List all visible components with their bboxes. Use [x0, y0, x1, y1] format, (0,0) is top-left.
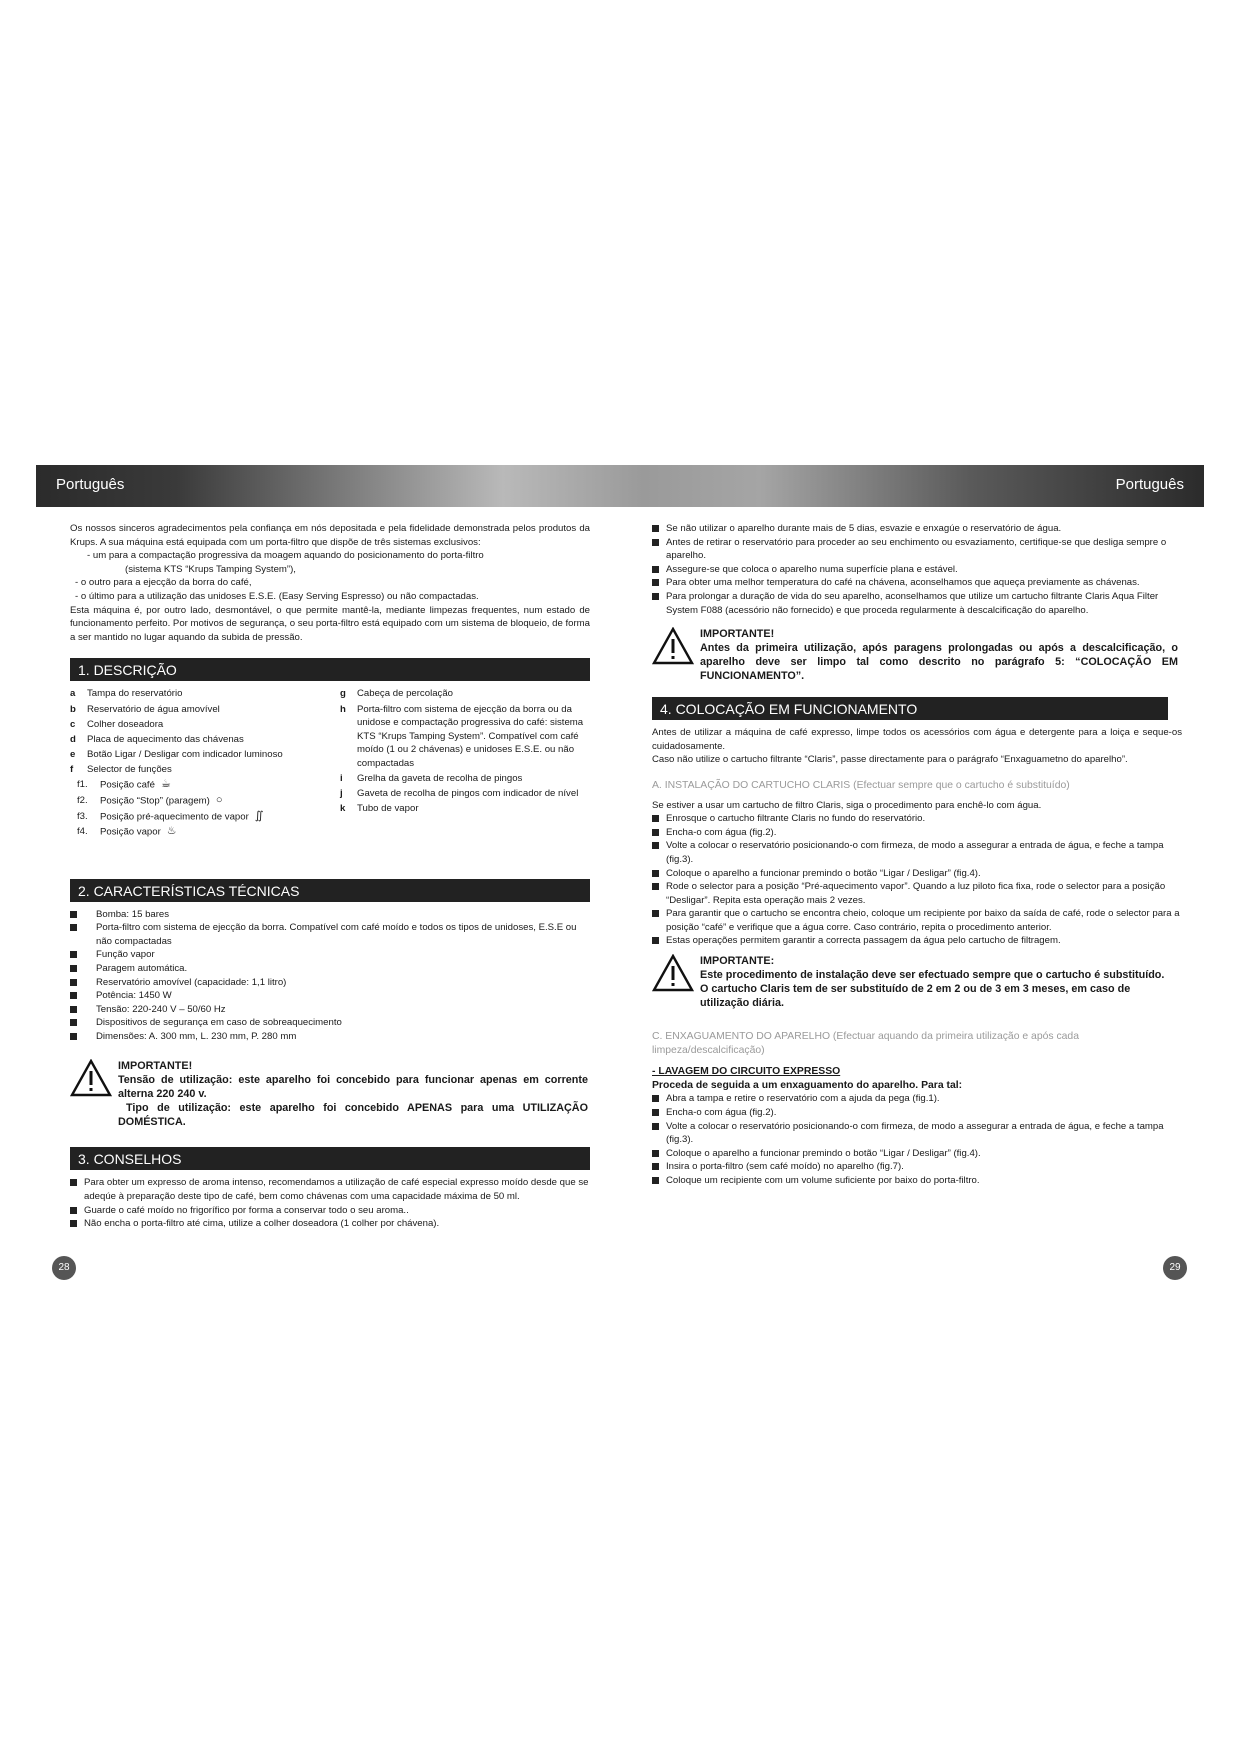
list-item: Antes de retirar o reservatório para proceder ao seu enchimento ou esvaziamento, certifique-se que desliga sempre o aparelho. — [652, 536, 1182, 563]
description-subtext — [100, 810, 263, 824]
description-item — [340, 772, 590, 786]
section-title-conselhos: 3. CONSELHOS — [70, 1147, 590, 1170]
list-item: Bomba: 15 bares — [70, 908, 590, 922]
subsection-a-note: (Efectuar sempre que o cartucho é substituído) — [853, 779, 1070, 791]
list-item: Enrosque o cartucho filtrante Claris no fundo do reservatório. — [652, 812, 1182, 826]
header-language-left: Português — [56, 476, 125, 493]
description-text: Colher doseadora — [87, 718, 164, 730]
list-item: Paragem automática. — [70, 962, 590, 976]
description-subitem — [70, 778, 325, 792]
section4-paragraph: Antes de utilizar a máquina de café expresso, limpe todos os acessórios com água e detergente para a loiça e seque-os cuidadosamente. — [652, 727, 1182, 752]
warning-claris-text: O cartucho Claris tem de ser substituído de 2 em 2 ou de 3 em 3 meses, em caso de utilização diária. — [700, 983, 1131, 1010]
description-subtext-label: Posição “Stop” (paragem) — [100, 795, 210, 807]
function-position-icon: ♨ — [166, 825, 177, 838]
description-key: d — [70, 733, 76, 745]
description-text: Tubo de vapor — [357, 803, 419, 815]
warning-block-first-use — [652, 627, 1182, 683]
description-item — [70, 718, 325, 732]
description-text: Porta-filtro com sistema de ejecção da borra ou da unidose e compactação progressiva do café: sistema KTS “Krups Tamping System”. Compatível com café moído (1 ou 2 chávenas) e unidoses E.S.E. ou não compactadas — [357, 703, 584, 769]
subsection-c-heading — [652, 1030, 1182, 1057]
description-subtext-label: Posição pré-aquecimento de vapor — [100, 810, 249, 822]
list-item: Volte a colocar o reservatório posicionando-o com firmeza, de modo a assegurar a entrada de água, e feche a tampa (fig.3). — [652, 1120, 1182, 1147]
description-subitem — [70, 810, 325, 824]
warning-block-voltage — [70, 1059, 590, 1129]
description-subitem — [70, 794, 325, 808]
description-subtext — [100, 794, 223, 808]
description-subkey: f3. — [77, 810, 88, 822]
page-number-left: 28 — [52, 1256, 76, 1280]
description-subkey: f1. — [77, 779, 88, 791]
warning-claris-text: Este procedimento de instalação deve ser efectuado sempre que o cartucho é substituído. — [700, 969, 1165, 982]
list-item: Dimensões: A. 300 mm, L. 230 mm, P. 280 mm — [70, 1030, 590, 1044]
list-item: Porta-filtro com sistema de ejecção da borra. Compatível com café moído e todos os tipos de unidoses, E.S.E ou não compactadas — [70, 921, 590, 948]
subsection-a-steps — [652, 812, 1182, 948]
intro-item: - um para a compactação progressiva da moagem aquando do posicionamento do porta-filtro — [87, 550, 484, 562]
list-item: Coloque o aparelho a funcionar premindo o botão “Ligar / Desligar” (fig.4). — [652, 867, 1182, 881]
description-text: Cabeça de percolação — [357, 688, 454, 700]
description-subtext-label: Posição vapor — [100, 826, 161, 838]
subsection-a-heading — [652, 779, 1182, 793]
description-item — [340, 802, 590, 816]
list-item: Coloque um recipiente com um volume suficiente por baixo do porta-filtro. — [652, 1174, 1182, 1188]
right-page — [652, 522, 1182, 1188]
description-subitem — [70, 825, 325, 839]
list-item: Não encha o porta-filtro até cima, utilize a colher doseadora (1 colher por chávena). — [70, 1217, 590, 1231]
description-column-right — [340, 687, 590, 840]
intro-item: - o último para a utilização das unidoses E.S.E. (Easy Serving Espresso) ou não compactadas. — [75, 590, 479, 602]
list-item: Tensão: 220-240 V – 50/60 Hz — [70, 1003, 590, 1017]
function-position-icon: ○ — [215, 793, 223, 806]
description-key: f — [70, 764, 74, 776]
list-item: Estas operações permitem garantir a correcta passagem da água pelo cartucho de filtragem. — [652, 934, 1182, 948]
description-text: Selector de funções — [87, 764, 172, 776]
list-item: Rode o selector para a posição “Pré-aquecimento vapor”. Quando a luz piloto fica fixa, rode o selector para a posição “Desligar”. Repita esta operação mais 2 vezes. — [652, 880, 1182, 907]
description-column-left — [70, 687, 325, 840]
description-item — [70, 733, 325, 747]
section4-paragraph: Caso não utilize o cartucho filtrante “Claris”, passe directamente para o parágrafo “Enxaguametno do aparelho”. — [652, 754, 1128, 766]
description-item — [340, 787, 590, 801]
list-item: Potência: 1450 W — [70, 989, 590, 1003]
warning-voltage-text: Tensão de utilização: este aparelho foi concebido para funcionar apenas em corrente alterna 220 240 v. — [118, 1074, 588, 1101]
description-text: Placa de aquecimento das chávenas — [87, 733, 244, 745]
description-item — [70, 748, 325, 762]
page-number-right: 29 — [1163, 1256, 1187, 1280]
warning-block-claris — [652, 954, 1182, 1010]
description-subtext — [100, 778, 171, 792]
description-text: Gaveta de recolha de pingos com indicador de nível — [357, 788, 579, 800]
description-item — [70, 687, 325, 701]
warning-triangle-icon — [70, 1059, 112, 1097]
description-item — [340, 703, 590, 771]
subsection-c-note: (Efectuar aquando da primeira utilização e após cada limpeza/descalcificação) — [652, 1031, 1079, 1056]
header-language-right: Português — [1115, 476, 1184, 493]
subsection-a-title: A. INSTALAÇÃO DO CARTUCHO CLARIS — [652, 779, 851, 791]
list-item: Guarde o café moído no frigorífico por forma a conservar todo o seu aroma.. — [70, 1204, 590, 1218]
description-list — [70, 687, 590, 840]
description-key: e — [70, 749, 76, 761]
warning-title: IMPORTANTE! — [118, 1060, 193, 1073]
tips-continued-list — [652, 522, 1182, 617]
left-page — [70, 522, 590, 1231]
list-item: Volte a colocar o reservatório posicionando-o com firmeza, de modo a assegurar a entrada de água, e feche a tampa (fig.3). — [652, 839, 1182, 866]
description-subkey: f2. — [77, 794, 88, 806]
description-key: c — [70, 718, 76, 730]
description-item — [340, 687, 590, 701]
list-item: Para obter uma melhor temperatura do café na chávena, aconselhamos que aqueça previamente as chávenas. — [652, 576, 1182, 590]
intro-item: - o outro para a ejecção da borra do café, — [75, 577, 252, 589]
warning-triangle-icon — [652, 954, 694, 992]
description-text: Grelha da gaveta de recolha de pingos — [357, 773, 523, 785]
warning-title: IMPORTANTE: — [700, 955, 775, 968]
warning-triangle-icon — [652, 627, 694, 665]
list-item: Abra a tampa e retire o reservatório com a ajuda da pega (fig.1). — [652, 1092, 1182, 1106]
warning-title: IMPORTANTE! — [700, 628, 775, 641]
header-bar — [36, 465, 1204, 507]
list-item: Para prolongar a duração de vida do seu aparelho, aconselhamos que utilize um cartucho filtrante Claris Aqua Filter System F088 (acessório não fornecido) e que proceda regularmente à descalcificação do aparelho. — [652, 590, 1182, 617]
list-item: Para obter um expresso de aroma intenso, recomendamos a utilização de café especial expresso moído desde que se adeqúe à preparação deste tipo de café, bem como chávenas com uma capacidade máxima de 50 ml. — [70, 1176, 590, 1203]
description-key: j — [340, 788, 343, 800]
intro-paragraph: Os nossos sinceros agradecimentos pela confiança em nós depositada e pela fidelidade demonstrada pelos produtos da Krups. A sua máquina está equipada com um porta-filtro que dispõe de três sistemas exclusivos: — [70, 523, 590, 548]
description-item — [70, 763, 325, 777]
tech-spec-list — [70, 908, 590, 1044]
description-key: h — [340, 703, 346, 715]
subsection-a-intro: Se estiver a usar um cartucho de filtro Claris, siga o procedimento para enchê-lo com água. — [652, 799, 1042, 811]
section-title-colocacao: 4. COLOCAÇÃO EM FUNCIONAMENTO — [652, 697, 1168, 720]
list-item: Se não utilizar o aparelho durante mais de 5 dias, esvazie e enxagúe o reservatório de água. — [652, 522, 1182, 536]
lavagem-intro: Proceda de seguida a um enxaguamento do aparelho. Para tal: — [652, 1079, 963, 1091]
list-item: Reservatório amovível (capacidade: 1,1 litro) — [70, 976, 590, 990]
section-title-caracteristicas: 2. CARACTERÍSTICAS TÉCNICAS — [70, 879, 590, 902]
description-subtext — [100, 825, 177, 839]
intro-item-cont: (sistema KTS “Krups Tamping System”), — [125, 563, 296, 575]
description-key: i — [340, 773, 343, 785]
description-key: b — [70, 703, 76, 715]
function-position-icon: ∬ — [254, 809, 264, 822]
description-text: Reservatório de água amovível — [87, 703, 220, 715]
description-item — [70, 703, 325, 717]
list-item: Função vapor — [70, 948, 590, 962]
description-text: Tampa do reservatório — [87, 688, 183, 700]
list-item: Coloque o aparelho a funcionar premindo o botão “Ligar / Desligar” (fig.4). — [652, 1147, 1182, 1161]
section-title-descricao: 1. DESCRIÇÃO — [70, 658, 590, 681]
warning-first-use-text: Antes da primeira utilização, após paragens prolongadas ou após a descalcificação, o aparelho deve ser limpo tal como descrito no parágrafo 5: “COLOCAÇÃO EM FUNCIONAMENTO”. — [700, 642, 1178, 683]
function-position-icon: ☕ — [160, 778, 171, 791]
list-item: Encha-o com água (fig.2). — [652, 826, 1182, 840]
description-subtext-label: Posição café — [100, 779, 155, 791]
intro-paragraph: Esta máquina é, por outro lado, desmontável, o que permite mantê-la, mediante limpezas frequentes, num estado de funcionamento perfeito. Por motivos de segurança, o seu porta-filtro está equipado com um sistema de bloqueio, de forma a ser mantido no lugar aquando da subida de pressão. — [70, 604, 590, 643]
lavagem-steps — [652, 1092, 1182, 1187]
list-item: Encha-o com água (fig.2). — [652, 1106, 1182, 1120]
list-item: Dispositivos de segurança em caso de sobreaquecimento — [70, 1016, 590, 1030]
tips-list — [70, 1176, 590, 1230]
subsection-c-title: C. ENXAGUAMENTO DO APARELHO — [652, 1031, 831, 1043]
lavagem-title: - LAVAGEM DO CIRCUITO EXPRESSO — [652, 1066, 841, 1078]
description-text: Botão Ligar / Desligar com indicador luminoso — [87, 749, 283, 761]
description-subkey: f4. — [77, 826, 88, 838]
warning-usage-text: Tipo de utilização: este aparelho foi concebido APENAS para uma UTILIZAÇÃO DOMÉSTICA. — [118, 1102, 588, 1129]
description-key: k — [340, 803, 346, 815]
description-key: a — [70, 688, 76, 700]
list-item: Para garantir que o cartucho se encontra cheio, coloque um recipiente por baixo da saída de café, rode o selector para a posição “café” e verifique que a água corre. Caso contrário, repita o procedimento anterior. — [652, 907, 1182, 934]
list-item: Insira o porta-filtro (sem café moído) no aparelho (fig.7). — [652, 1160, 1182, 1174]
description-key: g — [340, 688, 346, 700]
list-item: Assegure-se que coloca o aparelho numa superfície plana e estável. — [652, 563, 1182, 577]
